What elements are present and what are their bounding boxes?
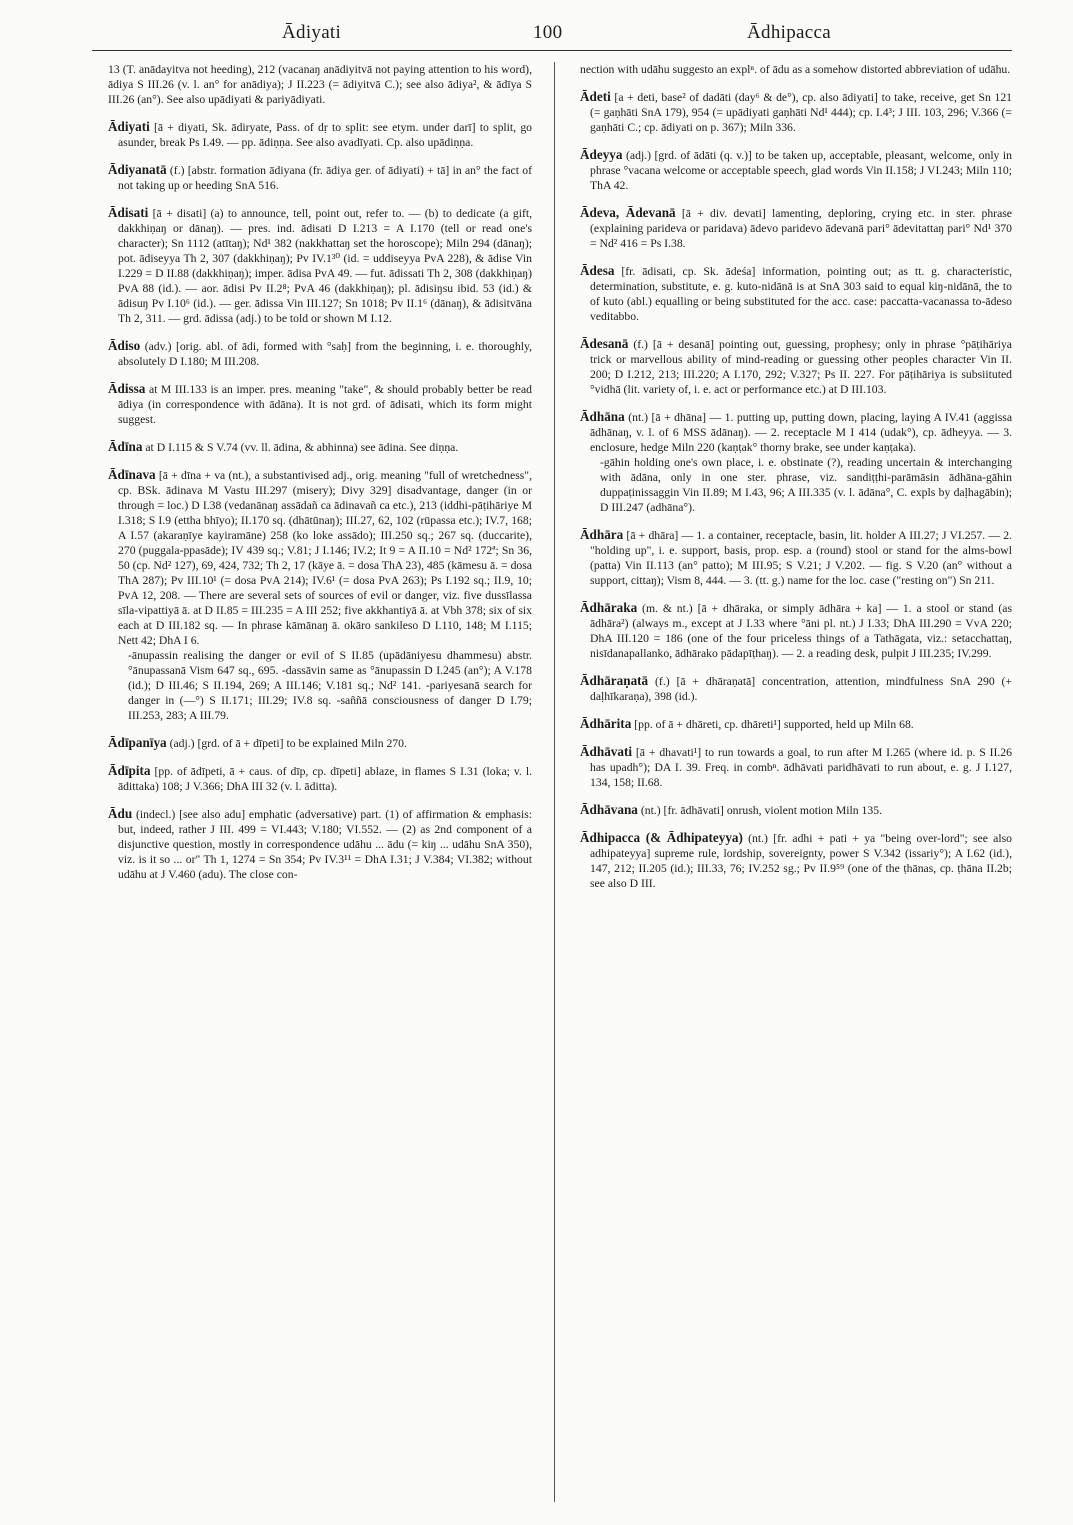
entry-headword: Ādissa [108,381,146,396]
entry-headword: Ādu [108,806,133,821]
entry-headword: Ādhāvana [580,802,638,817]
dictionary-entry [108,62,532,107]
entry-headword: Ādhāra [580,527,624,542]
dictionary-entry [108,467,532,723]
entry-subentries: -ānupassin realising the danger or evil of S II.85 (upādāniyesu dhammesu) abstr. °ānupassanā Vism 647 sq., 695. -dassāvin same as °ānupassin D I.245 (an°); A V.178 (id.); D III.46; S II.194, 269; A III.146; V.181 sq.; Nd² 141. -pariyesanā search for danger in (—°) S II.171; III.29; IV.8 sq. -saññā consciousness of danger D I.79; III.253, 283; A III.79. [128,649,532,722]
dictionary-entry [108,338,532,369]
entry-text: [pp. of ā + dhāreti, cp. dhāreti¹] supported, held up Miln 68. [634,718,914,731]
dictionary-entry [580,830,1012,891]
entry-headword: Ādhāna [580,409,625,424]
entry-text: [a + deti, base² of dadāti (day⁶ & de°), cp. also ādiyati] to take, receive, get Sn 121 (= gaṇhāti SnA 179), 954 (= upādiyati gaṇhāti Nd¹ 444); cp. I.4³; J III. 103, 296; V.366 (= gaṇhāti C.; cp. ādiyati on p. 367); Miln 336. [590,91,1013,134]
dictionary-entry [580,205,1012,251]
entry-headword: Ādhipacca (& Ādhipateyya) [580,830,743,845]
entry-headword: Ādeyya [580,147,623,162]
left-column [108,62,532,894]
dictionary-entry [108,162,532,193]
entry-text: (f.) [abstr. formation ādiyana (fr. ādiya ger. of ādiyati) + tā] in an° the fact of not taking up or heeding SnA 516. [118,164,532,192]
entry-text: (adj.) [grd. of ādāti (q. v.)] to be taken up, acceptable, pleasant, welcome, only in phrase °vacana welcome or acceptable speech, glad words Vin II.158; J VI.243; Miln 110; ThA 42. [590,149,1013,192]
entry-headword: Ādhāraka [580,600,638,615]
entry-text: (adv.) [orig. abl. of ādi, formed with °saḥ] from the beginning, i. e. thoroughly, absolutely D I.180; M III.208. [118,340,532,368]
entry-headword: Ādiso [108,338,141,353]
dictionary-entry [580,62,1012,77]
entry-text: (f.) [ā + dhāraṇatā] concentration, attention, mindfulness SnA 290 (+ daḷhīkaraṇa), 398 (id.). [590,675,1013,703]
entry-text: (f.) [ā + desanā] pointing out, guessing, prophesy; only in phrase °pāṭihāriya trick or marvellous ability of mind-reading or guessing other peoples character Vin II. 200; D I.212, 213; III.220; A I.170, 292; V.327; Ps II. 227. For pāṭihāriya is subsiituted °vidhā (lit. variety of, i. e. act or performance etc.) at D III.103. [590,338,1012,396]
entry-headword: Ādiyanatā [108,162,167,177]
dictionary-entry [108,806,532,882]
dictionary-entry [108,735,532,751]
entry-text: (nt.) [fr. adhi + pati + ya "being over-lord"; see also adhipateyya] supreme rule, lordship, sovereignty, power S V.342 (issariy°); A I.62 (id.), 147, 212; II.205 (id.); III.33, 76; IV.252 sg.; Pv II.9⁵⁹ (one of the ṭhānas, cp. ṭhāna II.2b; see also D III. [590,832,1012,890]
entry-headword: Ādesa [580,263,615,278]
entry-text: (adj.) [grd. of ā + dīpeti] to be explained Miln 270. [169,737,407,750]
header-right-word: Ādhipacca [747,22,831,43]
entry-headword: Ādiyati [108,119,150,134]
entry-text: at D I.115 & S V.74 (vv. ll. ādina, & abhinna) see ādina. See diṇṇa. [145,441,459,454]
entry-headword: Ādeti [580,89,611,104]
entry-text: (nt.) [ā + dhāna] — 1. putting up, putting down, placing, laying A IV.41 (aggissa ādhānaŋ, v. l. of 6 MSS ādānaŋ). — 2. receptacle M I 414 (udak°), cp. ādheyya. — 3. enclosure, hedge Miln 220 (kaṇṭak° thorny brake, see under kaṇṭaka). [590,411,1013,454]
right-column [580,62,1012,903]
entry-subentries: -gāhin holding one's own place, i. e. obstinate (?), reading uncertain & interchanging with ādāna, only in one ster. phrase, viz. sandiṭṭhi-parāmāsin ādhāna-gāhin duppaṭinissaggin Vin II.89; M I.43, 96; A III.335 (v. l. ādāna°, C. expls by daḷhagābin); D III.247 (adhāna°). [600,456,1012,514]
entry-headword: Ādīna [108,439,143,454]
dictionary-entry [580,263,1012,324]
entry-text: (nt.) [fr. ādhāvati] onrush, violent motion Miln 135. [640,804,883,817]
entry-headword: Ādeva, Ādevanā [580,205,676,220]
entry-text: nection with udāhu suggesto an explⁿ. of ādu as a somehow distorted abbreviation of udāhu. [580,63,1011,76]
entry-text: [pp. of ādīpeti, ā + caus. of dīp, cp. dīpeti] ablaze, in flames S I.31 (loka; v. l. ādittaka) 108; J V.366; DhA III 32 (v. l. āditta). [118,765,533,793]
entry-headword: Ādhāvati [580,744,633,759]
entry-text: at M III.133 is an imper. pres. meaning "take", & should probably better be read ādiya (in correspondence with ādāna). It is not grd. of ādisati, which its form might suggest. [118,383,532,426]
dictionary-entry [580,336,1012,397]
entry-text: [ā + dhavati¹] to run towards a goal, to run after M I.265 (where id. p. S II.26 has upadh°); DA I. 39. Freq. in combⁿ. ādhāvati paridhāvati to run about, e. g. J I.127, 134, 158; II.68. [590,746,1012,789]
entry-text: [ā + disati] (a) to announce, tell, point out, refer to. — (b) to dedicate (a gift, dakkhiṇaŋ or dānaŋ). — pres. ind. ādisati D I.213 = A I.170 (tell or read one's character); Sn 1112 (atītaŋ); Nd¹ 382 (nakkhattaŋ set the horoscope); Miln 294 (dānaŋ); pot. ādiseyya Th 2, 307 (dakkhiṇaŋ); Pv IV.1³⁰ (id. = uddiseyya PvA 228), & ādise Vin I.229 = D II.88 (dakkhiṇaŋ); imper. ādisa PvA 49. — fut. ādissati Th 2, 308 (dakkhiṇaŋ) PvA 88 (id.). — aor. ādisi Pv II.2⁸; PvA 46 (dakkhiṇaŋ); pl. ādisiŋsu ibid. 53 (id.) & ādisuŋ Pv I.10⁶ (id.). — ger. ādissa Vin III.127; Sn 1018; Pv II.1⁶ (dānaŋ), & ādisitvāna Th 2, 311. — grd. ādissa (adj.) to be told or shown M I.12. [118,207,533,325]
dictionary-entry [580,673,1012,704]
entry-text: (indecl.) [see also adu] emphatic (adversative) part. (1) of affirmation & emphasis: but, indeed, rather J III. 499 = VI.443; V.180; VI.552. — (2) as 2nd component of a disjunctive question, mostly in correspondence udāhu ... ādu (= kiŋ ... udāhu SnA 350), viz. is it so ... or" Th 1, 1274 = Sn 354; Pv IV.3¹¹ = DhA I.31; J V.384; VI.382; without udāhu at J V.460 (adu). The close con- [118,808,532,881]
header-rule [92,50,1012,51]
dictionary-entry [580,147,1012,193]
entry-headword: Ādhārita [580,716,632,731]
entry-headword: Ādisati [108,205,149,220]
running-header [92,22,1012,50]
entry-text: (m. & nt.) [ā + dhāraka, or simply ādhāra + ka] — 1. a stool or stand (as ādhāra²) (always m., except at J I.33 where °āni pl. nt.) J I.33; DhA III.290 = VvA 220; DhA III.120 = 186 (one of the four priceless things of a Tathāgata, viz.: setacchattaŋ, nisīdanapallanko, ādhārako pādapīṭhaŋ). — 2. a reading desk, pulpit J III.235; IV.299. [590,602,1012,660]
page-number: 100 [533,22,563,43]
entry-text: [fr. ādisati, cp. Sk. ādeśa] information, pointing out; as tt. g. characteristic, determination, substitute, e. g. kuto-nidānā is at SnA 303 said to equal kiŋ-nidānā, the to of kuto (abl.) equalling or being substituted for the acc. case: paccatta-vacanassa to-ādeso veditabbo. [590,265,1013,323]
entry-text: [ā + diyati, Sk. ādiryate, Pass. of dṛ to split: see etym. under darī] to split, go asunder, break Ps I.49. — pp. ādiṇṇa. See also avadīyati. Cp. also upādiṇṇa. [118,121,533,149]
entry-text: [ā + dhāra] — 1. a container, receptacle, basin, lit. holder A III.27; J VI.257. — 2. "holding up", i. e. support, basis, prop. esp. a (round) stool or stand for the alms-bowl (patta) Vin II.113 (an° patto); M III.95; S V.21; J V.202. — fig. S V.20 (an° without a support, cittaŋ); Vism 8, 444. — 3. (tt. g.) name for the loc. case ("resting on") Sn 211. [590,529,1012,587]
dictionary-entry [108,439,532,455]
entry-text: 13 (T. anādayitva not heeding), 212 (vacanaŋ anādiyitvā not paying attention to his word), ādiya S III.26 (v. l. an° for anādiya); J II.223 (= ādiyitvā C.); see also ādiya², & ādīya S III.26 (an°). See also upādiyati & pariyādiyati. [108,63,532,106]
dictionary-entry [580,716,1012,732]
header-left-word: Ādiyati [282,22,342,43]
dictionary-entry [580,409,1012,515]
entry-text: [ā + dīna + va (nt.), a substantivised adj., orig. meaning "full of wretchedness", cp. BSk. ādinava M Vastu III.297 (misery); Divy 329] disadvantage, danger (in or through = loc.) D I.38 (vedanānaŋ assādañ ca ādinavañ ca etc.), 213 (iddhi-pāṭihāriye M I.318; S I.9 (ettha bhīyo); II.170 sq. (dhātūnaŋ); III.27, 62, 102 (rūpassa etc.); IV.7, 168; A I.57 (akaraṇīye kayiramāne) 258 (ko loke assādo); III.250 sq.; 267 sq. (duccarite), 270 (puggala-ppasāde); IV 439 sq.; V.81; J I.146; IV.2; It 9 = A II.10 = Nd² 172ª; Sn 36, 50 (cp. Nd² 127), 69, 424, 732; Th 2, 17 (kāye ā. = dosa ThA 23), 485 (kāmesu ā. = dosa ThA 287); Pv III.10¹ (= dosa PvA 214); IV.6¹ (= dosa PvA 263); Ps I.192 sq.; II.9, 10; PvA 12, 208. — There are several sets of sources of evil or danger, viz. five dussīlassa sīla-vipattiyā ā. at D II.85 = III.235 = A III 252; five akkhantiyā ā. at Vbh 378; six of six each at D III.182 sq. — In phrase kāmānaŋ ā. okāro sankileso D I.110, 148; M I.115; Nett 42; DhA I 6. [118,469,533,647]
dictionary-entry [108,381,532,427]
dictionary-entry [580,527,1012,588]
entry-headword: Ādīpita [108,763,151,778]
column-divider [554,62,555,1502]
dictionary-entry [580,600,1012,661]
dictionary-entry [108,119,532,150]
dictionary-entry [580,89,1012,135]
dictionary-entry [580,744,1012,790]
entry-headword: Ādhāraṇatā [580,673,649,688]
dictionary-entry [108,205,532,326]
dictionary-entry [580,802,1012,818]
entry-headword: Ādīnava [108,467,156,482]
dictionary-entry [108,763,532,794]
entry-text: [ā + div. devati] lamenting, deploring, crying etc. in ster. phrase (explaining parideva or paridava) ādevo paridevo ādevanā pari° ādevitattaŋ pari° Nd¹ 370 = Nd² 416 = Ps I.38. [590,207,1012,250]
entry-headword: Ādīpanīya [108,735,167,750]
entry-headword: Ādesanā [580,336,629,351]
